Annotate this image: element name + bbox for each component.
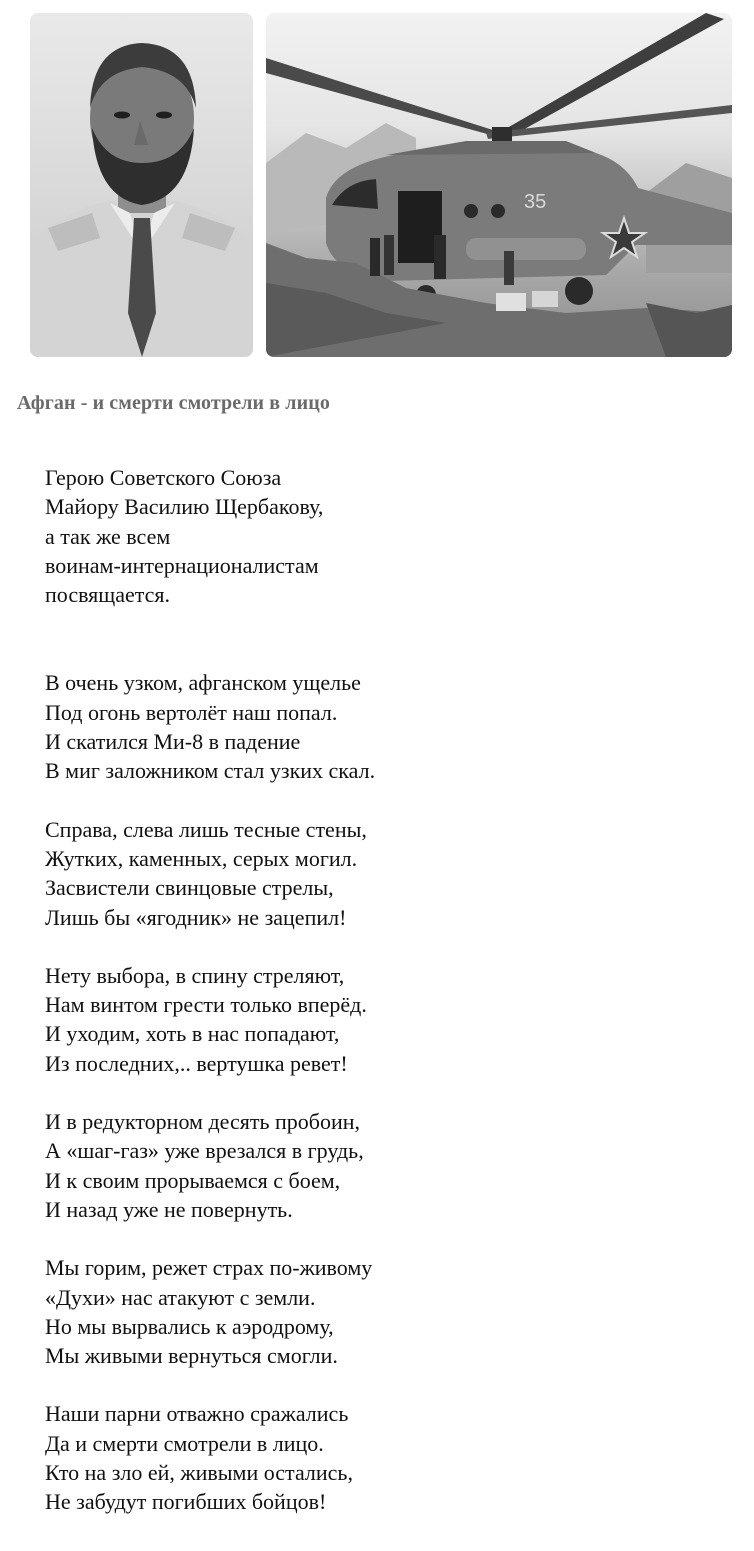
poem-line: Жутких, каменных, серых могил. [45, 845, 358, 871]
poem-line: В очень узком, афганском ущелье [45, 670, 361, 696]
poem-line: Кто на зло ей, живыми остались, [45, 1460, 353, 1486]
poem-line: И в редукторном десять пробоин, [45, 1109, 360, 1135]
poem-line: Лишь бы «ягодник» не зацепил! [45, 904, 347, 930]
dedication-line: Герою Советского Союза [45, 465, 282, 490]
dedication-line: воинам-интернационалистам [45, 552, 319, 578]
poem-line: И скатился Ми-8 в падение [45, 729, 301, 755]
stanza-5 [45, 1253, 735, 1370]
article-title: Афган - и смерти смотрели в лицо [17, 392, 330, 414]
stanza-2 [45, 815, 735, 932]
poem-line: Нам винтом грести только вперёд. [45, 992, 367, 1018]
poem-line: И к своим прорываемся с боем, [45, 1167, 341, 1193]
poem-line: Мы живыми вернуться смогли. [45, 1343, 338, 1369]
poem-line: Справа, слева лишь тесные стены, [45, 816, 367, 842]
poem-line: Под огонь вертолёт наш попал. [45, 699, 338, 725]
stanza-4 [45, 1107, 735, 1224]
poem-line: Нету выбора, в спину стреляют, [45, 962, 345, 988]
helicopter-number: 35 [524, 191, 547, 213]
stanza-1 [45, 668, 735, 785]
helicopter-illustration [266, 13, 732, 357]
helicopter-photo [266, 13, 732, 357]
dedication-line: посвящается. [45, 582, 171, 608]
stanza-3 [45, 961, 735, 1078]
dedication [45, 463, 735, 609]
dedication-line: Майору Василию Щербакову, [45, 494, 324, 520]
poem-line: Засвистели свинцовые стрелы, [45, 875, 334, 901]
poem-line: Но мы вырвались к аэродрому, [45, 1313, 334, 1339]
dedication-line: а так же всем [45, 523, 171, 549]
poem-line: Мы горим, режет страх по-живому [45, 1255, 373, 1281]
poem-line: Из последних,.. вертушка ревет! [45, 1050, 348, 1076]
poem-line: «Духи» нас атакуют с земли. [45, 1284, 316, 1310]
poem-line: И назад уже не повернуть. [45, 1196, 293, 1222]
poem-line: Да и смерти смотрели в лицо. [45, 1430, 324, 1456]
poem-line: Не забудут погибших бойцов! [45, 1489, 327, 1515]
poem-line: В миг заложником стал узких скал. [45, 758, 376, 784]
stanza-6 [45, 1399, 735, 1516]
portrait-illustration [30, 13, 253, 357]
poem-line: А «шаг-газ» уже врезался в грудь, [45, 1138, 364, 1164]
photo-gallery [30, 13, 732, 357]
poem-line: Наши парни отважно сражались [45, 1401, 349, 1427]
poem [45, 463, 735, 1546]
poem-line: И уходим, хоть в нас попадают, [45, 1021, 340, 1047]
portrait-photo [30, 13, 253, 357]
